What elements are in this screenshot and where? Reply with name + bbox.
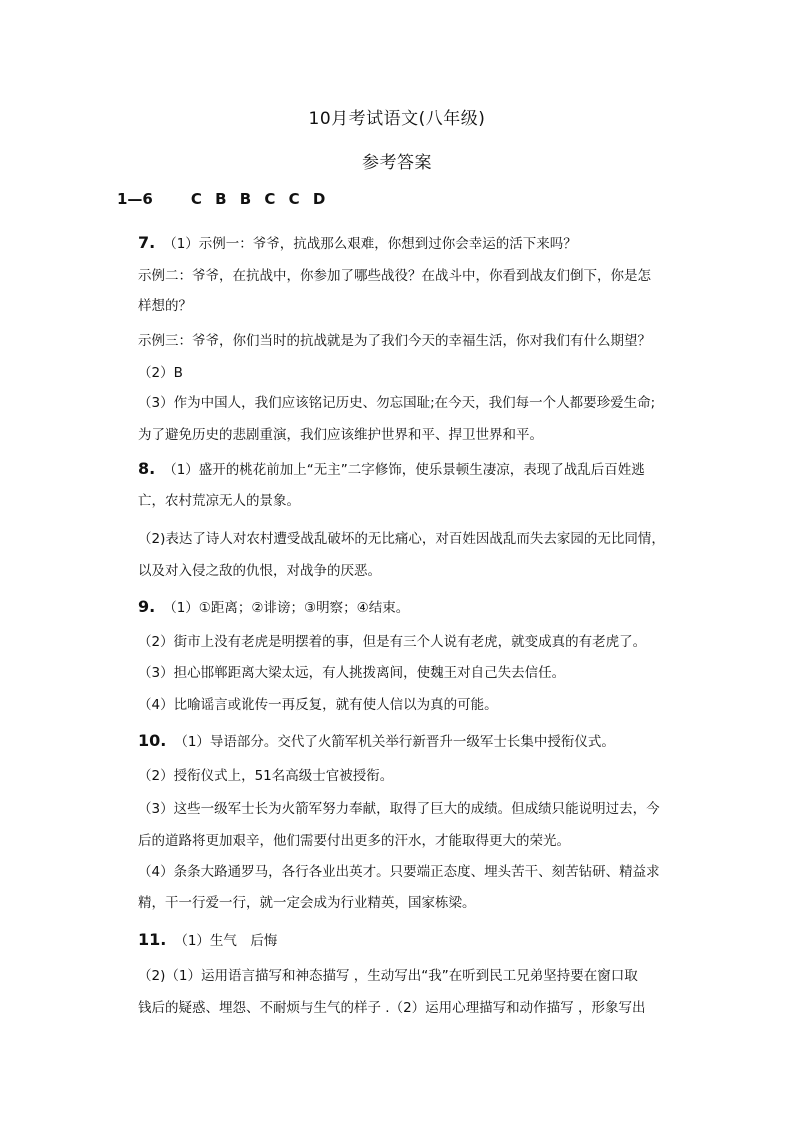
answer-text: 为了避免历史的悲剧重演，我们应该维护世界和平、捍卫世界和平。 xyxy=(138,427,543,443)
answer-text: 以及对入侵之敌的仇恨，对战争的厌恶。 xyxy=(138,563,381,579)
answer-continuation-line xyxy=(138,799,660,819)
answer-text: （2)（1）运用语言描写和神态描写 ，生动写出“我”在听到民工兄弟坚持要在窗口取 xyxy=(138,968,638,984)
answer-text: 钱后的疑惑、埋怨、不耐烦与生气的样子 .（2）运用心理描写和动作描写 ，形象写出 xyxy=(138,1000,646,1016)
answer-text: 样想的？ xyxy=(138,298,192,314)
question-number: 11. xyxy=(138,930,167,949)
answer-continuation-line xyxy=(138,632,646,652)
answer-text: （3）这些一级军士长为火箭军努力奉献，取得了巨大的成绩。但成绩只能说明过去，今 xyxy=(138,801,660,817)
question-answer-line xyxy=(138,731,615,752)
question-number: 7. xyxy=(138,233,156,252)
answer-continuation-line xyxy=(138,561,381,581)
answer-text: （1）导语部分。交代了火箭军机关举行新晋升一级军士长集中授衔仪式。 xyxy=(174,734,615,750)
multiple-choice-answers xyxy=(117,190,329,208)
answer-text: 后的道路将更加艰辛，他们需要付出更多的汗水，才能取得更大的荣光。 xyxy=(138,833,570,849)
answer-text: （2）街市上没有老虎是明摆着的事，但是有三个人说有老虎，就变成真的有老虎了。 xyxy=(138,634,647,650)
answer-continuation-line xyxy=(138,491,300,511)
answer-continuation-line xyxy=(138,966,638,986)
answer-text: （1）①距离；②诽谤；③明察；④结束。 xyxy=(163,600,410,616)
answer-continuation-line xyxy=(138,363,183,383)
answer-text: （1）示例一：爷爷，抗战那么艰难，你想到过你会幸运的活下来吗？ xyxy=(163,236,577,252)
answer-continuation-line xyxy=(138,266,651,286)
answer-continuation-line xyxy=(138,663,565,683)
answer-continuation-line xyxy=(138,862,660,882)
answer-text: （2）授衔仪式上，51名高级士官被授衔。 xyxy=(138,768,394,784)
answer-continuation-line xyxy=(138,425,543,445)
document-subtitle: 参考答案 xyxy=(362,153,432,173)
answer-text: 亡，农村荒凉无人的景象。 xyxy=(138,493,300,509)
answer-text: （1）盛开的桃花前加上“无主”二字修饰，使乐景顿生凄凉，表现了战乱后百姓逃 xyxy=(163,462,645,478)
question-answer-line xyxy=(138,459,645,480)
answer-text: （3）担心邯郸距离大梁太远，有人挑拨离间，使魏王对自己失去信任。 xyxy=(138,665,566,681)
question-answer-line xyxy=(138,930,277,951)
answer-continuation-line xyxy=(138,998,645,1018)
mc-range: 1—6 xyxy=(117,190,153,208)
answer-continuation-line xyxy=(138,695,498,715)
answer-text: （3）作为中国人，我们应该铭记历史、勿忘国耻;在今天，我们每一个人都要珍爱生命; xyxy=(138,395,656,411)
question-answer-line xyxy=(138,233,577,254)
mc-answer-letters: C B B C C D xyxy=(190,190,330,208)
answer-continuation-line xyxy=(138,529,665,549)
answer-text: 精，干一行爱一行，就一定会成为行业精英，国家栋梁。 xyxy=(138,895,476,911)
answer-continuation-line xyxy=(138,766,393,786)
answer-continuation-line xyxy=(138,296,192,316)
answer-text: （4）条条大路通罗马，各行各业出英才。只要端正态度、埋头苦干、刻苦钻研、精益求 xyxy=(138,864,660,880)
answer-text: （2)表达了诗人对农村遭受战乱破坏的无比痛心，对百姓因战乱而失去家园的无比同情， xyxy=(138,531,665,547)
answer-text: （2）B xyxy=(138,365,183,381)
answer-text: 示例二：爷爷，在抗战中，你参加了哪些战役？在战斗中，你看到战友们倒下，你是怎 xyxy=(138,268,651,284)
document-title: 10月考试语文(八年级) xyxy=(308,109,486,129)
question-number: 10. xyxy=(138,731,167,750)
answer-continuation-line xyxy=(138,893,476,913)
answer-text: （1）生气 后悔 xyxy=(174,933,278,949)
answer-continuation-line xyxy=(138,393,655,413)
answer-continuation-line xyxy=(138,831,570,851)
answer-text: （4）比喻谣言或讹传一再反复，就有使人信以为真的可能。 xyxy=(138,697,498,713)
answer-continuation-line xyxy=(138,331,651,351)
question-answer-line xyxy=(138,597,409,618)
question-number: 9. xyxy=(138,597,156,616)
question-number: 8. xyxy=(138,459,156,478)
answer-text: 示例三：爷爷，你们当时的抗战就是为了我们今天的幸福生活，你对我们有什么期望？ xyxy=(138,333,651,349)
